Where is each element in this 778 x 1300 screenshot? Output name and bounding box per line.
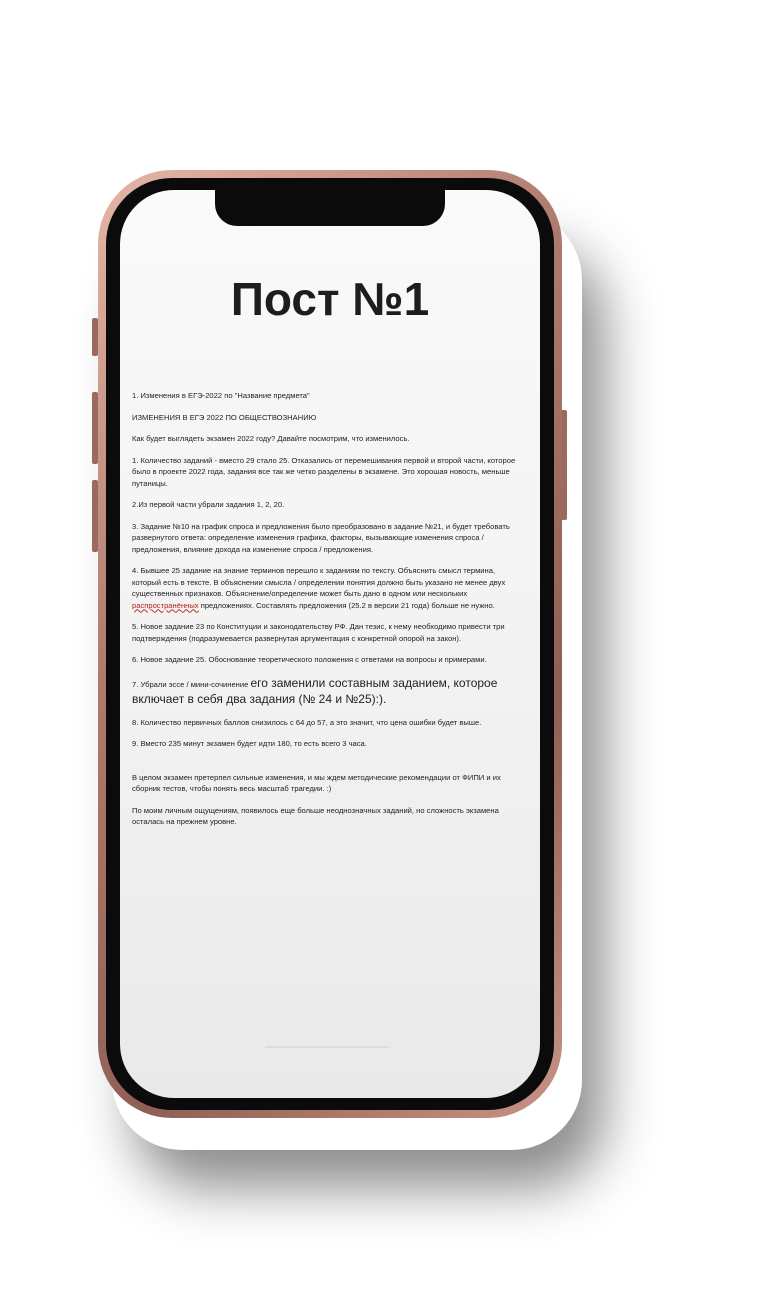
post-item-2: 2.Из первой части убрали задания 1, 2, 20. (132, 500, 285, 509)
phone-notch (215, 190, 445, 226)
post-content (132, 390, 526, 838)
post-item-7-large-text: его заменили составным заданием, которое включает в себя два задания (№ 24 и №25):). (132, 675, 498, 706)
post-subject-heading: ИЗМЕНЕНИЯ В ЕГЭ 2022 ПО ОБЩЕСТВОЗНАНИЮ (132, 412, 317, 422)
post-item-3: 3. Задание №10 на график спроса и предложения было преобразовано в задание №21, и будет требовать развернутого ответа: определение изменения графика, факторы, вызывающие изменения спроса / предложения, влияние дохода на изменение спроса / предложения. (132, 521, 510, 554)
post-item-4-text-before: 4. Бывшее 25 задание на знание терминов перешло к заданиям по тексту. Объяснить смысл термина, который есть в тексте. В объяснении смысла / определении понятия должно быть указано не менее двух существенных признаков. Объяснение/определение может быть дано в одном или нескольких (132, 566, 506, 598)
post-item-4-text-after: предложениях. Составлять предложения (25.2 в версии 21 года) больше не нужно. (198, 600, 495, 610)
post-item-8: 8. Количество первичных баллов снизилось с 64 до 57, а это значит, что цена ошибки будет выше. (132, 717, 482, 727)
post-item-9: 9. Вместо 235 минут экзамен будет идти 180, то есть всего 3 часа. (132, 739, 367, 748)
post-item-7-small-text: 7. Убрали эссе / мини-сочинение (132, 679, 251, 689)
home-indicator[interactable] (265, 1046, 389, 1048)
post-opinion: По моим личным ощущениям, появилось еще больше неоднозначных заданий, но сложность экзамена осталась на прежнем уровне. (132, 805, 499, 826)
post-item-5: 5. Новое задание 23 по Конституции и законодательству РФ. Дан тезис, к нему необходимо привести три подтверждения (подразумевается развернутая аргументация с конкретной опорой на закон). (132, 622, 505, 643)
post-title: Пост №1 (230, 273, 430, 325)
phone-screen (120, 190, 540, 1098)
post-item-6: 6. Новое задание 25. Обоснование теоретического положения с ответами на вопросы и примерами. (132, 655, 487, 664)
post-conclusion: В целом экзамен претерпел сильные изменения, и мы ждем методические рекомендации от ФИПИ и их сборник тестов, чтобы понять весь масштаб трагедии. :) (132, 772, 501, 793)
post-item-7 (132, 676, 526, 707)
post-item-1: 1. Количество заданий - вместо 29 стало 25. Отказались от перемешивания первой и второй части, которое было в проекте 2022 года, задания все так же четко разделены в экзамене. Это хорошая новость, меньше путаницы. (132, 455, 516, 488)
misspelled-word: распространённых (132, 600, 199, 610)
post-heading: 1. Изменения в ЕГЭ-2022 по "Название предмета" (132, 391, 310, 400)
post-intro: Как будет выглядеть экзамен 2022 году? Давайте посмотрим, что изменилось. (132, 434, 410, 443)
post-item-4 (132, 565, 526, 611)
